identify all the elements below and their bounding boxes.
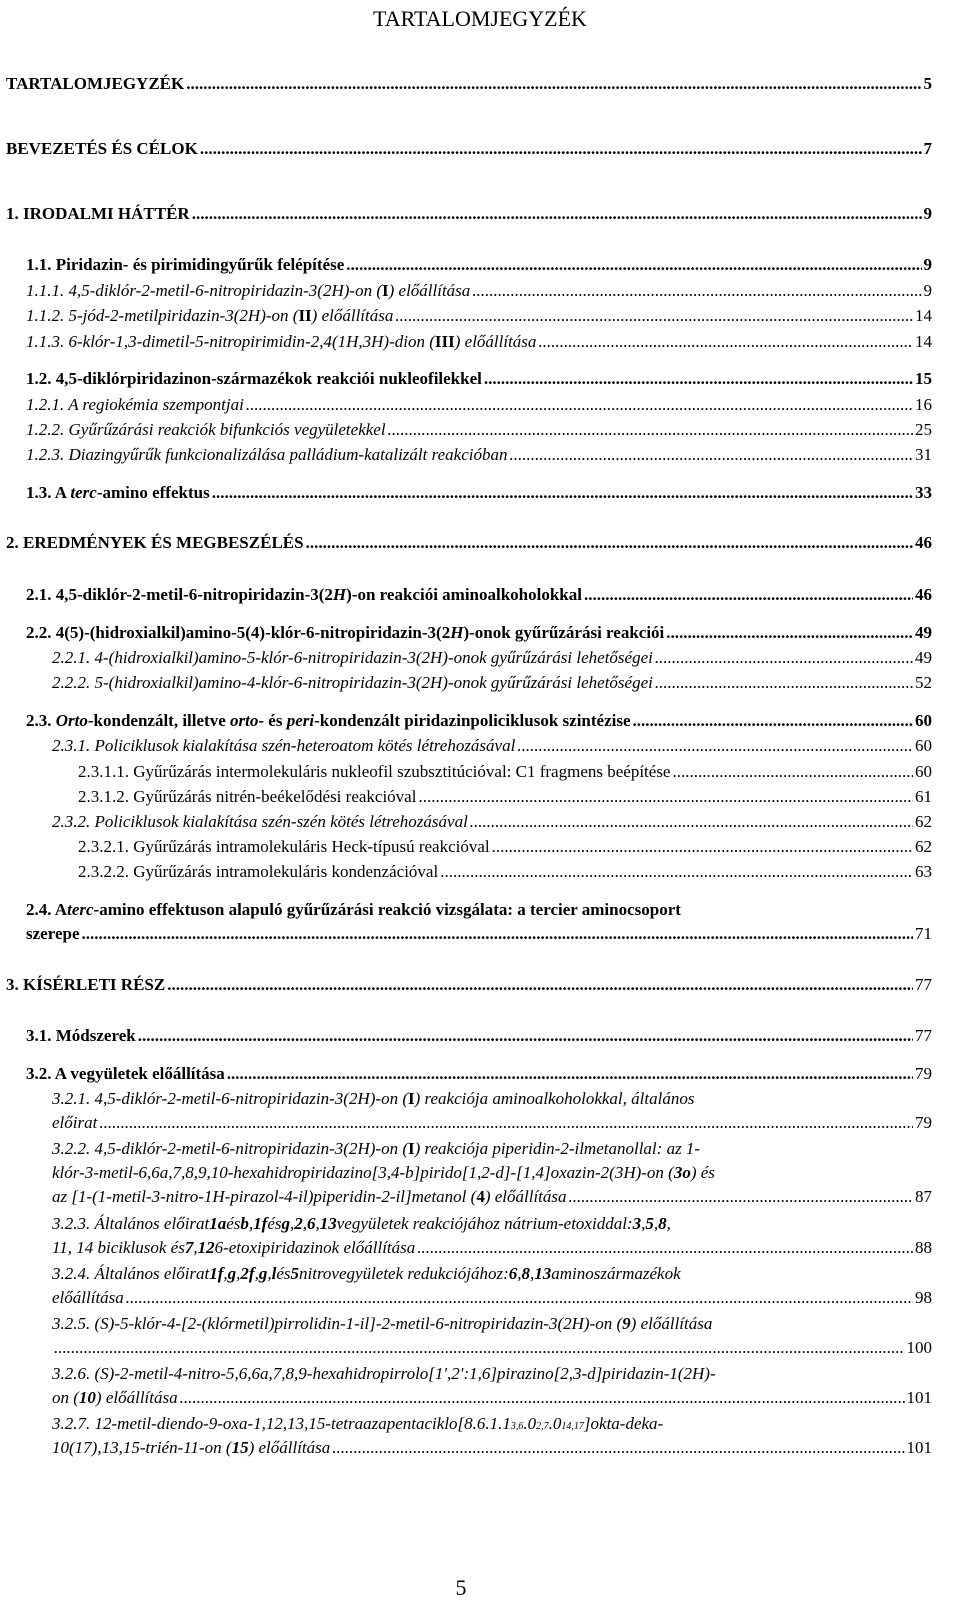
dot-leader: [246, 393, 913, 417]
toc-entry[interactable]: 1.2. 4,5-diklórpiridazinon-származékok reakciói nukleofilekkel ..... 15: [26, 367, 932, 391]
toc-entry[interactable]: TARTALOMJEGYZÉK ..... 5: [6, 72, 932, 96]
toc-entry[interactable]: 2.2.1. 4-(hidroxialkil)amino-5-klór-6-nitropiridazin-3(2H)-onok gyűrűzárási lehetőségei ..... 49: [52, 646, 932, 670]
toc-entry[interactable]: 2.4. A terc -amino effektuson alapuló gyűrűzárási reakció vizsgálata: a tercier aminocsoport szerepe ..... 71: [26, 898, 932, 946]
dot-leader: [492, 835, 913, 859]
toc-entry[interactable]: 1.3. A terc-amino effektus ..... 33: [26, 481, 932, 505]
page-ref: 71: [915, 924, 932, 943]
page-ref: 79: [915, 1113, 932, 1132]
toc-entry[interactable]: 2.3.2.2. Gyűrűzárás intramolekuláris kondenzációval ..... 63: [78, 860, 932, 884]
page-ref: 14: [915, 332, 932, 351]
toc-entry[interactable]: 2.2.2. 5-(hidroxialkil)amino-4-klór-6-nitropiridazin-3(2H)-onok gyűrűzárási lehetőségei ..... 52: [52, 671, 932, 695]
page-ref: 46: [915, 585, 932, 604]
toc-entry[interactable]: 3.2.7. 12-metil-diendo-9-oxa-1,12,13,15-tetraazapentaciklo[8.6.1.1 3,6 .0 2,7 .0 14,17 ]okta-deka- 10(17),13,15-trién-11-on ( 15 ) előállítása ..... 101: [52, 1412, 932, 1460]
toc-entry[interactable]: 2.3.2.1. Gyűrűzárás intramolekuláris Heck-típusú reakcióval ..... 62: [78, 835, 932, 859]
page-ref: 49: [915, 623, 932, 642]
page-title: TARTALOMJEGYZÉK: [373, 6, 587, 31]
dot-leader: [126, 1286, 913, 1310]
toc-entry[interactable]: 3.2.1. 4,5-diklór-2-metil-6-nitropiridazin-3(2H)-on ( I ) reakciója aminoalkoholokkal, általános előirat ..... 79: [52, 1087, 932, 1135]
dot-leader: [655, 646, 913, 670]
dot-leader: [332, 1436, 904, 1460]
toc-entry[interactable]: 2.2. 4(5)-(hidroxialkil)amino-5(4)-klór-6-nitropiridazin-3(2H)-onok gyűrűzárási reakciói ..... 49: [26, 621, 932, 645]
page-ref: 60: [915, 711, 932, 730]
page-ref: 63: [915, 862, 932, 881]
dot-leader: [418, 785, 913, 809]
page-ref: 77: [915, 975, 932, 994]
toc-entry[interactable]: 3.2.3. Általános előirat 1a és b , 1f és g , 2 , 6 , 13 vegyületek reakciójához nátrium-etoxiddal: 3 , 5 , 8 , 11, 14 biciklusok és 7 , 12 6-etoxipiridazinok előállítása ..... 88: [52, 1212, 932, 1260]
toc-entry[interactable]: 1.2.2. Gyűrűzárási reakciók bifunkciós vegyületekkel ..... 25: [26, 418, 932, 442]
toc-entry[interactable]: 3.2.4. Általános előirat 1f , g , 2f , g , l és 5 nitrovegyületek redukciójához: 6 , 8 , 13 aminoszármazékok előállítása ..... 98: [52, 1262, 932, 1310]
dot-leader: [584, 583, 913, 607]
page-ref: 49: [915, 648, 932, 667]
page-ref: 60: [915, 736, 932, 755]
page-ref: 14: [915, 306, 932, 325]
toc-entry[interactable]: 3.2.5. (S)-5-klór-4-[2-(klórmetil)pirrolidin-1-il]-2-metil-6-nitropiridazin-3(2H)-on ( 9 ) előállítása ..... 100: [52, 1312, 932, 1360]
dot-leader: [517, 734, 913, 758]
dot-leader: [306, 531, 913, 555]
page-ref: 7: [923, 139, 932, 158]
page-ref: 87: [915, 1187, 932, 1206]
dot-leader: [470, 810, 913, 834]
page-ref: 25: [915, 420, 932, 439]
toc-entry[interactable]: 2.3.1.1. Gyűrűzárás intermolekuláris nukleofil szubsztitúcióval: C1 fragmens beépítése ..... 60: [78, 760, 932, 784]
dot-leader: [99, 1111, 913, 1135]
dot-leader: [666, 621, 913, 645]
dot-leader: [167, 973, 913, 997]
dot-leader: [672, 760, 913, 784]
toc-entry[interactable]: 2.1. 4,5-diklór-2-metil-6-nitropiridazin-3(2H)-on reakciói aminoalkoholokkal ..... 46: [26, 583, 932, 607]
toc-entry[interactable]: 1. IRODALMI HÁTTÉR ..... 9: [6, 202, 932, 226]
dot-leader: [200, 137, 922, 161]
page-ref: 9: [923, 281, 932, 300]
dot-leader: [633, 709, 913, 733]
page-ref: 98: [915, 1288, 932, 1307]
dot-leader: [212, 481, 913, 505]
dot-leader: [484, 367, 913, 391]
page-ref: 31: [915, 445, 932, 464]
page-ref: 46: [915, 533, 932, 552]
dot-leader: [186, 72, 921, 96]
toc-entry[interactable]: 1.1.1. 4,5-diklór-2-metil-6-nitropiridazin-3(2H)-on (I) előállítása ..... 9: [26, 279, 932, 303]
page-ref: 9: [923, 255, 932, 274]
toc-entry[interactable]: 2.3.2. Policiklusok kialakítása szén-szén kötés létrehozásával ..... 62: [52, 810, 932, 834]
toc-entry[interactable]: 1.1. Piridazin- és pirimidingyűrűk felépítése ..... 9: [26, 253, 932, 277]
toc-entry[interactable]: BEVEZETÉS ÉS CÉLOK ..... 7: [6, 137, 932, 161]
dot-leader: [180, 1386, 905, 1410]
toc-entry[interactable]: 3.2.2. 4,5-diklór-2-metil-6-nitropiridazin-3(2H)-on ( I ) reakciója piperidin-2-ilmetanollal: az 1- klór-3-metil-6,6a,7,8,9,10-hexahidropiridazino[3,4-b]pirido[1,2-d]-[1,4]oxazin-2(3H)-on ( 3o ) és az [1-(1-metil-3-nitro-1H-pirazol-4-il)piperidin-2-il]metanol ( 4 ) előállítása ..... 87: [52, 1137, 932, 1209]
page-ref: 88: [915, 1238, 932, 1257]
dot-leader: [655, 671, 913, 695]
toc-entry[interactable]: 3.1. Módszerek ..... 77: [26, 1024, 932, 1048]
dot-leader: [509, 443, 913, 467]
toc-entry[interactable]: 2.3. Orto-kondenzált, illetve orto- és peri-kondenzált piridazinpoliciklusok szintézise ..... 60: [26, 709, 932, 733]
page-ref: 62: [915, 812, 932, 831]
dot-leader: [227, 1062, 913, 1086]
dot-leader: [54, 1336, 905, 1360]
page-ref: 60: [915, 762, 932, 781]
dot-leader: [417, 1236, 913, 1260]
page-number: 5: [455, 1575, 467, 1600]
toc-entry[interactable]: 2.3.1.2. Gyűrűzárás nitrén-beékelődési reakcióval ..... 61: [78, 785, 932, 809]
toc-entry[interactable]: 3.2.6. (S)-2-metil-4-nitro-5,6,6a,7,8,9-hexahidropirrolo[1',2':1,6]pirazino[2,3-d]piridazin-1(2H)- on ( 10 ) előállítása ..... 101: [52, 1362, 932, 1410]
dot-leader: [388, 418, 913, 442]
toc-entry[interactable]: 3.2. A vegyületek előállítása ..... 79: [26, 1062, 932, 1086]
page-ref: 15: [915, 369, 932, 388]
dot-leader: [472, 279, 921, 303]
dot-leader: [82, 922, 914, 946]
page-ref: 101: [906, 1388, 932, 1407]
dot-leader: [440, 860, 913, 884]
toc-entry[interactable]: 1.1.3. 6-klór-1,3-dimetil-5-nitropirimidin-2,4(1H,3H)-dion (III) előállítása ..... 14: [26, 330, 932, 354]
dot-leader: [138, 1024, 913, 1048]
toc-entry[interactable]: 2. EREDMÉNYEK ÉS MEGBESZÉLÉS ..... 46: [6, 531, 932, 555]
toc-entry[interactable]: 1.1.2. 5-jód-2-metilpiridazin-3(2H)-on (II) előállítása ..... 14: [26, 304, 932, 328]
dot-leader: [192, 202, 922, 226]
page-ref: 100: [906, 1338, 932, 1357]
dot-leader: [346, 253, 921, 277]
toc-entry[interactable]: 1.2.1. A regiokémia szempontjai ..... 16: [26, 393, 932, 417]
toc-entry[interactable]: 1.2.3. Diazingyűrűk funkcionalizálása palládium-katalizált reakcióban ..... 31: [26, 443, 932, 467]
page-ref: 9: [923, 204, 932, 223]
page-ref: 79: [915, 1064, 932, 1083]
page-ref: 33: [915, 483, 932, 502]
dot-leader: [395, 304, 913, 328]
toc-entry[interactable]: 3. KÍSÉRLETI RÉSZ ..... 77: [6, 973, 932, 997]
toc-entry[interactable]: 2.3.1. Policiklusok kialakítása szén-heteroatom kötés létrehozásával ..... 60: [52, 734, 932, 758]
page-ref: 61: [915, 787, 932, 806]
page-ref: 52: [915, 673, 932, 692]
page-ref: 77: [915, 1026, 932, 1045]
page-ref: 101: [906, 1438, 932, 1457]
dot-leader: [538, 330, 913, 354]
page-ref: 5: [923, 74, 932, 93]
page-ref: 16: [915, 395, 932, 414]
dot-leader: [569, 1185, 913, 1209]
page-ref: 62: [915, 837, 932, 856]
